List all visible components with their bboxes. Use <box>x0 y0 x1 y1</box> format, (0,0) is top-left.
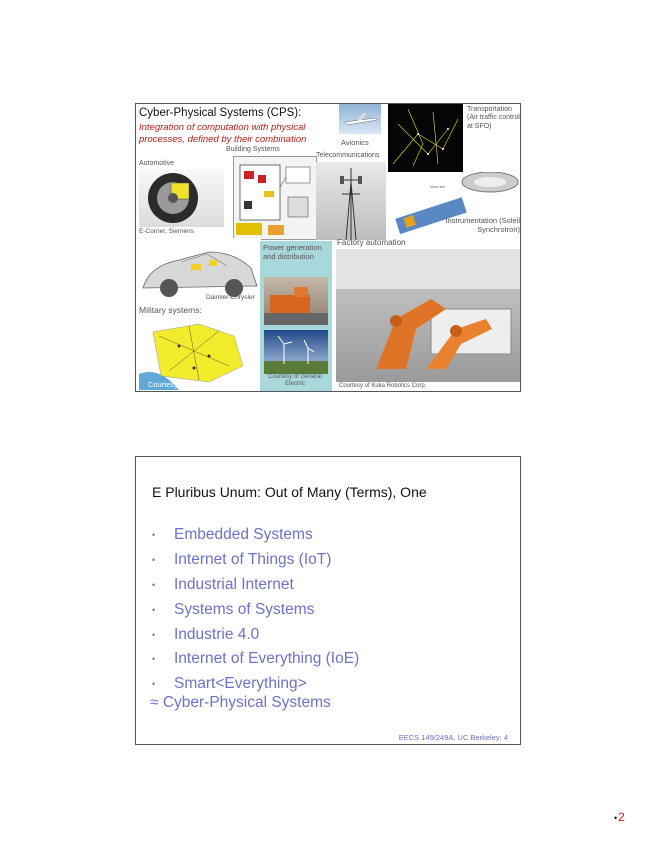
list-item-text: Systems of Systems <box>174 600 315 618</box>
slide-cps-collage <box>135 103 521 392</box>
automotive-label: Automotive <box>139 160 175 167</box>
power-label: Power generation and distribution <box>263 243 322 261</box>
svg-text:beam line: beam line <box>430 185 446 189</box>
telecom-tower-photo <box>316 162 386 240</box>
bullet-dot: • <box>152 530 156 541</box>
list-item-text: Industrie 4.0 <box>174 625 260 643</box>
bullet-dot: • <box>152 629 156 640</box>
list-item <box>150 597 359 622</box>
list-item <box>150 647 359 672</box>
factory-robots-photo <box>336 249 521 382</box>
factory-label: Factory automation <box>337 238 406 247</box>
automotive-wheel-photo <box>139 169 224 227</box>
slide-footer: EECS 149/249A, UC Berkeley: 4 <box>398 733 508 742</box>
list-item <box>150 523 359 548</box>
avionics-photo <box>339 104 381 134</box>
avionics-label: Avionics <box>341 138 369 147</box>
list-item-text: Smart<Everything> <box>174 675 307 693</box>
power-plant-photo <box>264 277 328 325</box>
page-bullet: • <box>614 813 618 823</box>
bullet-dot: • <box>152 579 156 590</box>
slide2-title: E Pluribus Unum: Out of Many (Terms), One <box>152 484 427 500</box>
bullet-dot: • <box>152 604 156 615</box>
list-item <box>150 573 359 598</box>
power-panel <box>260 241 332 392</box>
instrumentation-label: Instrumentation (Soleil Synchrotron) <box>445 216 520 234</box>
transportation-label: Transportation (Air traffic control at SFO) <box>467 106 520 130</box>
list-item-text: Internet of Everything (IoE) <box>174 650 360 668</box>
military-map-image <box>139 316 257 390</box>
bullet-dot: • <box>152 679 156 690</box>
bullet-dot: • <box>152 555 156 566</box>
page-number <box>614 810 625 824</box>
courtesy-military-label: Courtesy of Doug Schmidt <box>148 380 236 389</box>
courtesy-kuka-label: Courtesy of Kuka Robotics Corp. <box>339 383 427 389</box>
list-item <box>150 622 359 647</box>
slide1-title: Cyber-Physical Systems (CPS): <box>139 107 302 119</box>
daimler-label: Daimler-Chrysler <box>206 294 255 301</box>
list-item <box>150 672 359 697</box>
list-item-text: Industrial Internet <box>174 575 294 593</box>
transportation-radar-photo <box>388 104 463 172</box>
building-label: Building Systems <box>226 146 280 153</box>
courtesy-ge-label: Courtesy of General Electric <box>268 374 322 388</box>
list-item-text: Internet of Things (IoT) <box>174 551 332 569</box>
building-systems-diagram <box>233 156 317 240</box>
slide-epluribus <box>135 456 521 745</box>
wind-turbine-photo <box>264 330 328 374</box>
terms-list <box>150 523 359 697</box>
list-item <box>150 548 359 573</box>
ecorner-label: E-Corner, Siemens <box>139 228 194 235</box>
page-number-value: 2 <box>618 810 625 824</box>
military-label: Military systems: <box>139 305 202 315</box>
slide1-subtitle: Integration of computation with physical processes, defined by their combination <box>139 122 307 145</box>
list-item-text: Embedded Systems <box>174 526 313 544</box>
telecom-label: Telecommunications <box>316 152 380 159</box>
bullet-dot: • <box>152 654 156 665</box>
cps-final-line: ≈ Cyber-Physical Systems <box>150 694 331 711</box>
